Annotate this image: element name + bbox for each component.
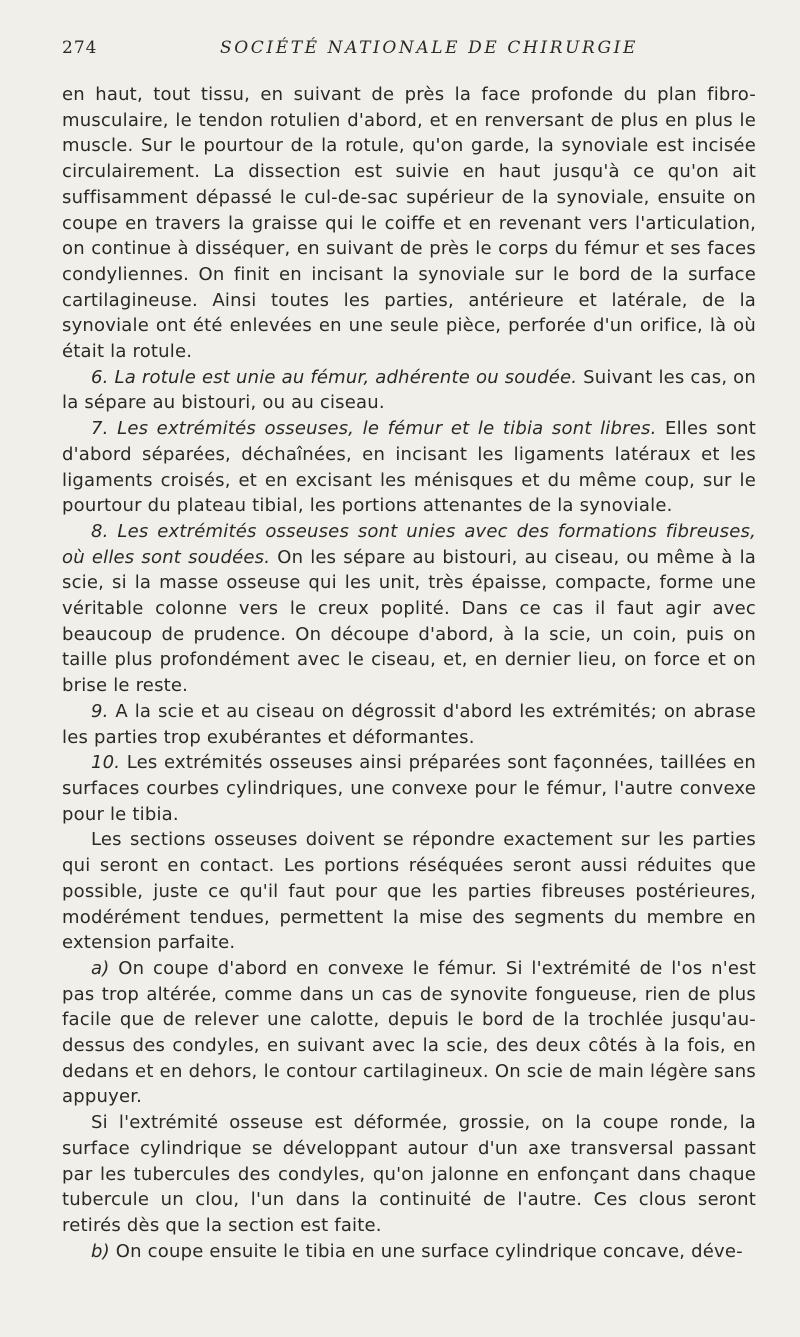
running-title: SOCIÉTÉ NATIONALE DE CHIRURGIE [220, 38, 638, 58]
paragraph-text: On coupe d'abord en convexe le fémur. Si l'extrémité de l'os n'est pas trop altérée, comme dans un cas de synovite fongueuse, rien de plus facile que de relever une calotte, depuis le bord de la trochlée jusqu'au-dessus des condyles, en suivant avec la scie, des deux côtés à la fois, en dedans et en dehors, le contour cartilagineux. On scie de main légère sans appuyer. [62, 957, 757, 1108]
paragraph-item-7 [62, 416, 756, 519]
paragraph-item-b [62, 1239, 756, 1265]
paragraph [62, 827, 756, 956]
page-number: 274 [62, 38, 98, 58]
paragraph-text: Les sections osseuses doivent se répondre exactement sur les parties qui seront en contact. Les portions réséquées seront aussi réduites que possible, juste ce qu'il faut pour que les parties fibreuses postérieures, modérément tendues, permettent la mise des segments du membre en extension parfaite. [62, 829, 756, 954]
item-number: 6. [91, 366, 109, 388]
paragraph-item-8 [62, 519, 756, 699]
item-letter: a) [91, 957, 110, 979]
paragraph-text: On les sépare au bistouri, au ciseau, ou même à la scie, si la masse osseuse qui les unit, très épaisse, compacte, forme une véritable colonne vers le creux poplité. Dans ce cas il faut agir avec beaucoup de prudence. On découpe d'abord, à la scie, un coin, puis on taille plus profondément avec le ciseau, et, en dernier lieu, on force et on brise le reste. [62, 546, 757, 697]
page-header [62, 36, 756, 66]
paragraph-continuation [62, 82, 756, 365]
paragraph-item-a [62, 956, 756, 1110]
item-letter: b) [91, 1240, 110, 1262]
paragraph-item-10 [62, 750, 756, 827]
paragraph-text: On coupe ensuite le tibia en une surface cylindrique concave, déve- [115, 1240, 743, 1262]
item-heading: La rotule est unie au fémur, adhérente ou soudée. [114, 366, 578, 388]
item-number: 9. [91, 700, 109, 722]
item-number: 10. [91, 752, 121, 774]
paragraph-text: A la scie et au ciseau on dégrossit d'abord les extrémités; on abrase les parties trop exubérantes et déformantes. [62, 700, 756, 748]
paragraph [62, 1110, 756, 1239]
item-number: 8. [91, 520, 109, 542]
body-text [62, 82, 756, 1264]
paragraph-text: Elles sont d'abord séparées, déchaînées, en incisant les ligaments latéraux et les ligaments croisés, et en excisant les ménisques et du même coup, sur le pourtour du plateau tibial, les portions attenantes de la synoviale. [62, 418, 757, 517]
item-number: 7. [91, 418, 109, 440]
paragraph-item-6 [62, 365, 756, 416]
paragraph-text: Si l'extrémité osseuse est déformée, grossie, on la coupe ronde, la surface cylindrique se développant autour d'un axe transversal passant par les tubercules des condyles, qu'on jalonne en enfonçant dans chaque tubercule un clou, l'un dans la continuité de l'autre. Ces clous seront retirés dès que la section est faite. [62, 1112, 756, 1236]
paragraph-text: Suivant les cas, on la sépare au bistouri, ou au ciseau. [62, 366, 756, 414]
paragraph-text: Les extrémités osseuses ainsi préparées sont façonnées, taillées en surfaces courbes cylindriques, une convexe pour le fémur, l'autre convexe pour le tibia. [62, 752, 757, 825]
paragraph-item-9 [62, 699, 756, 750]
item-heading: Les extrémités osseuses, le fémur et le tibia sont libres. [117, 418, 657, 440]
item-heading: Les extrémités osseuses sont unies avec des formations fibreuses, où elles sont soudées. [62, 520, 756, 568]
paragraph-text: en haut, tout tissu, en suivant de près la face profonde du plan fibro-musculaire, le tendon rotulien d'abord, et en renversant de plus en plus le muscle. Sur le pourtour de la rotule, qu'on garde, la synoviale est incisée circulairement. La dissection est suivie en haut jusqu'à ce qu'on ait suffisamment dépassé le cul-de-sac supérieur de la synoviale, ensuite on coupe en travers la graisse qui le coiffe et en revenant vers l'articulation, on continue à disséquer, en suivant de près le corps du fémur et ses faces condyliennes. On finit en incisant la synoviale sur le bord de la surface cartilagineuse. Ainsi toutes les parties, antérieure et latérale, de la synoviale ont été enlevées en une seule pièce, perforée d'un orifice, là où était la rotule. [62, 84, 756, 363]
